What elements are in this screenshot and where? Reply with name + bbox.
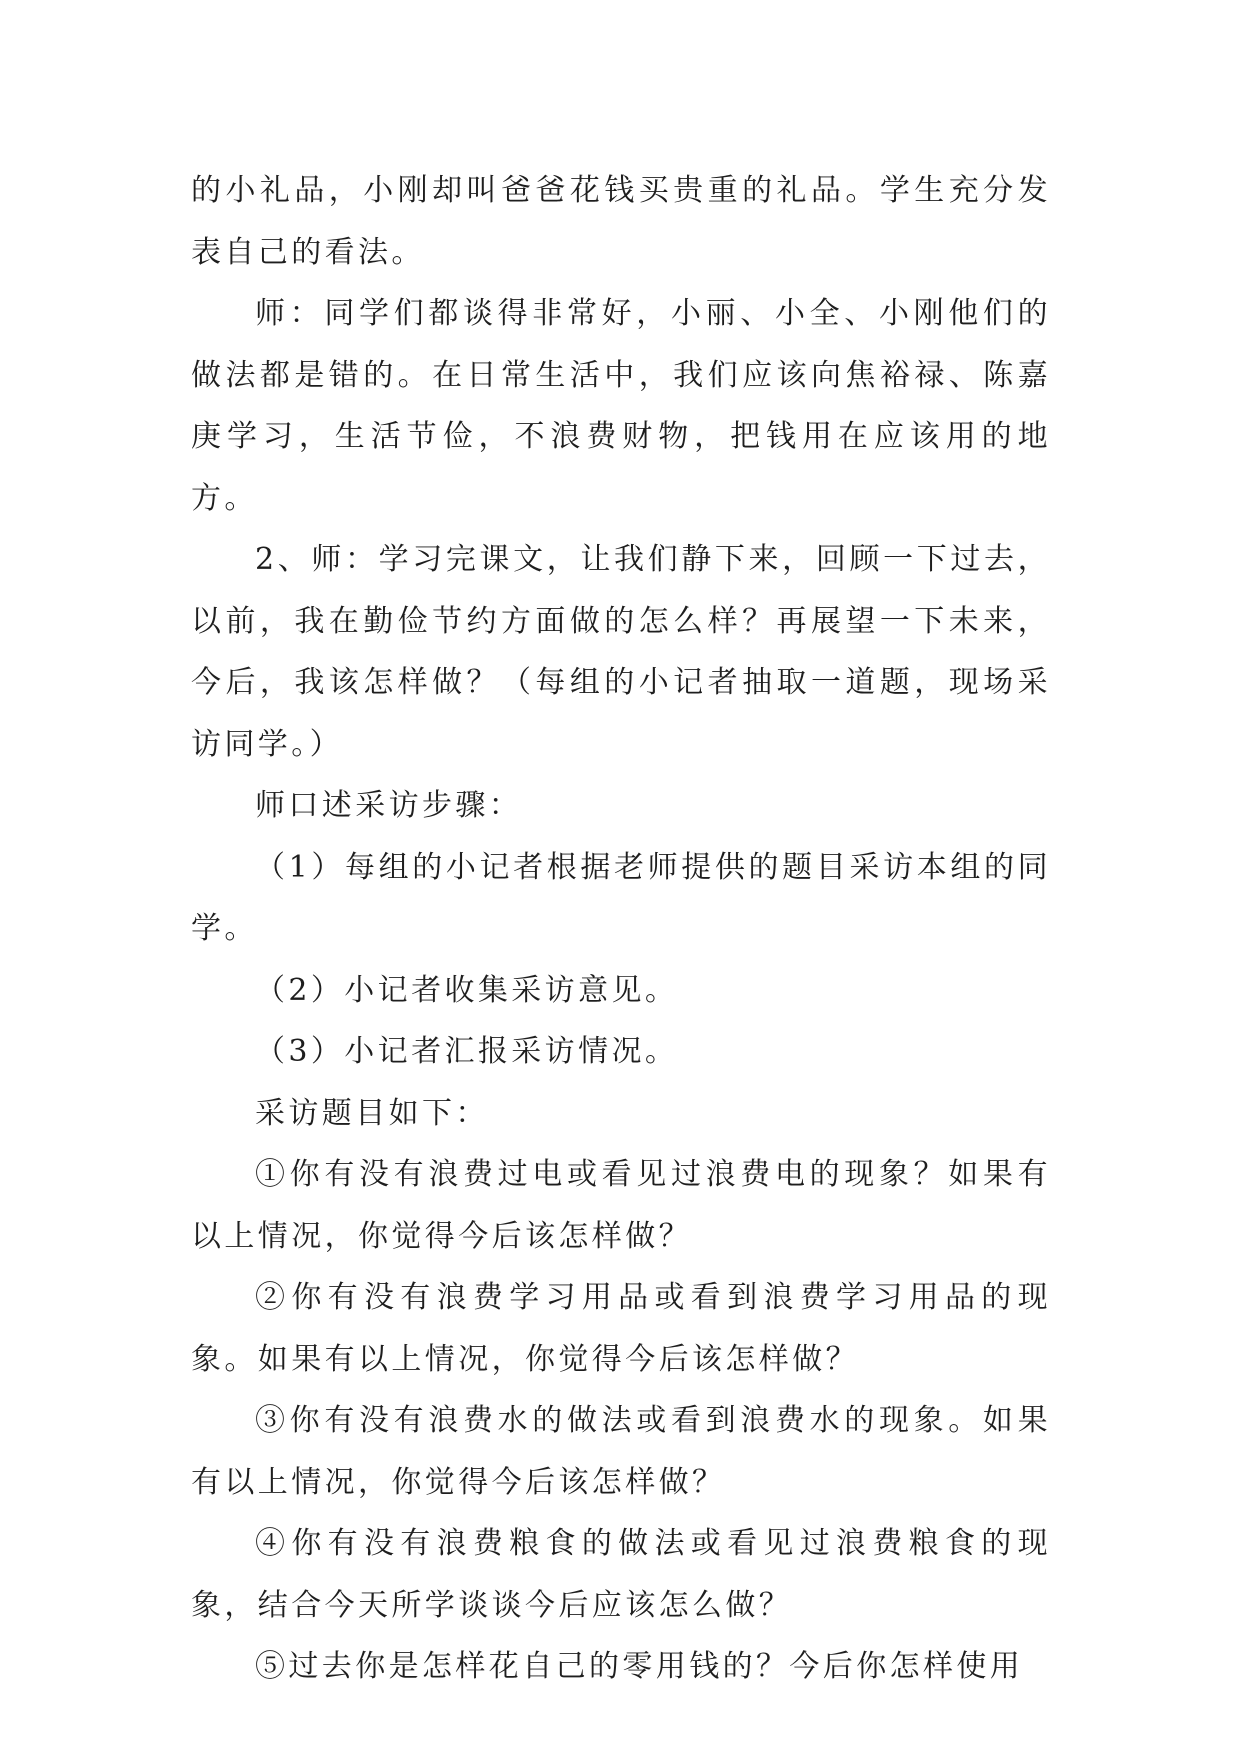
paragraph-5: （1）每组的小记者根据老师提供的题目采访本组的同学。 <box>191 849 1051 946</box>
document-body <box>191 160 1051 1698</box>
paragraph-8: 采访题目如下： <box>255 1095 489 1131</box>
paragraph-12: ④你有没有浪费粮食的做法或看见过浪费粮食的现象，结合今天所学谈谈今后应该怎么做？ <box>191 1526 1051 1623</box>
paragraph-6: （2）小记者收集采访意见。 <box>255 972 679 1008</box>
paragraph-11: ③你有没有浪费水的做法或看到浪费水的现象。如果有以上情况，你觉得今后该怎样做？ <box>191 1403 1051 1500</box>
paragraph-10: ②你有没有浪费学习用品或看到浪费学习用品的现象。如果有以上情况，你觉得今后该怎样做？ <box>191 1280 1051 1377</box>
paragraph-13: ⑤过去你是怎样花自己的零用钱的？今后你怎样使用 <box>255 1649 1024 1684</box>
paragraph-4: 师口述采访步骤： <box>255 788 523 823</box>
paragraph-7: （3）小记者汇报采访情况。 <box>255 1034 679 1069</box>
paragraph-9: ①你有没有浪费过电或看见过浪费电的现象？如果有以上情况，你觉得今后该怎样做？ <box>191 1157 1051 1254</box>
paragraph-3: 2、师：学习完课文，让我们静下来，回顾一下过去，以前，我在勤俭节约方面做的怎么样？再展望一下未来，今后，我该怎样做？（每组的小记者抽取一道题，现场采访同学。） <box>191 542 1051 762</box>
paragraph-1: 的小礼品，小刚却叫爸爸花钱买贵重的礼品。学生充分发表自己的看法。 <box>191 173 1051 270</box>
paragraph-2: 师：同学们都谈得非常好，小丽、小全、小刚他们的做法都是错的。在日常生活中，我们应该向焦裕禄、陈嘉庚学习，生活节俭，不浪费财物，把钱用在应该用的地方。 <box>191 296 1051 516</box>
